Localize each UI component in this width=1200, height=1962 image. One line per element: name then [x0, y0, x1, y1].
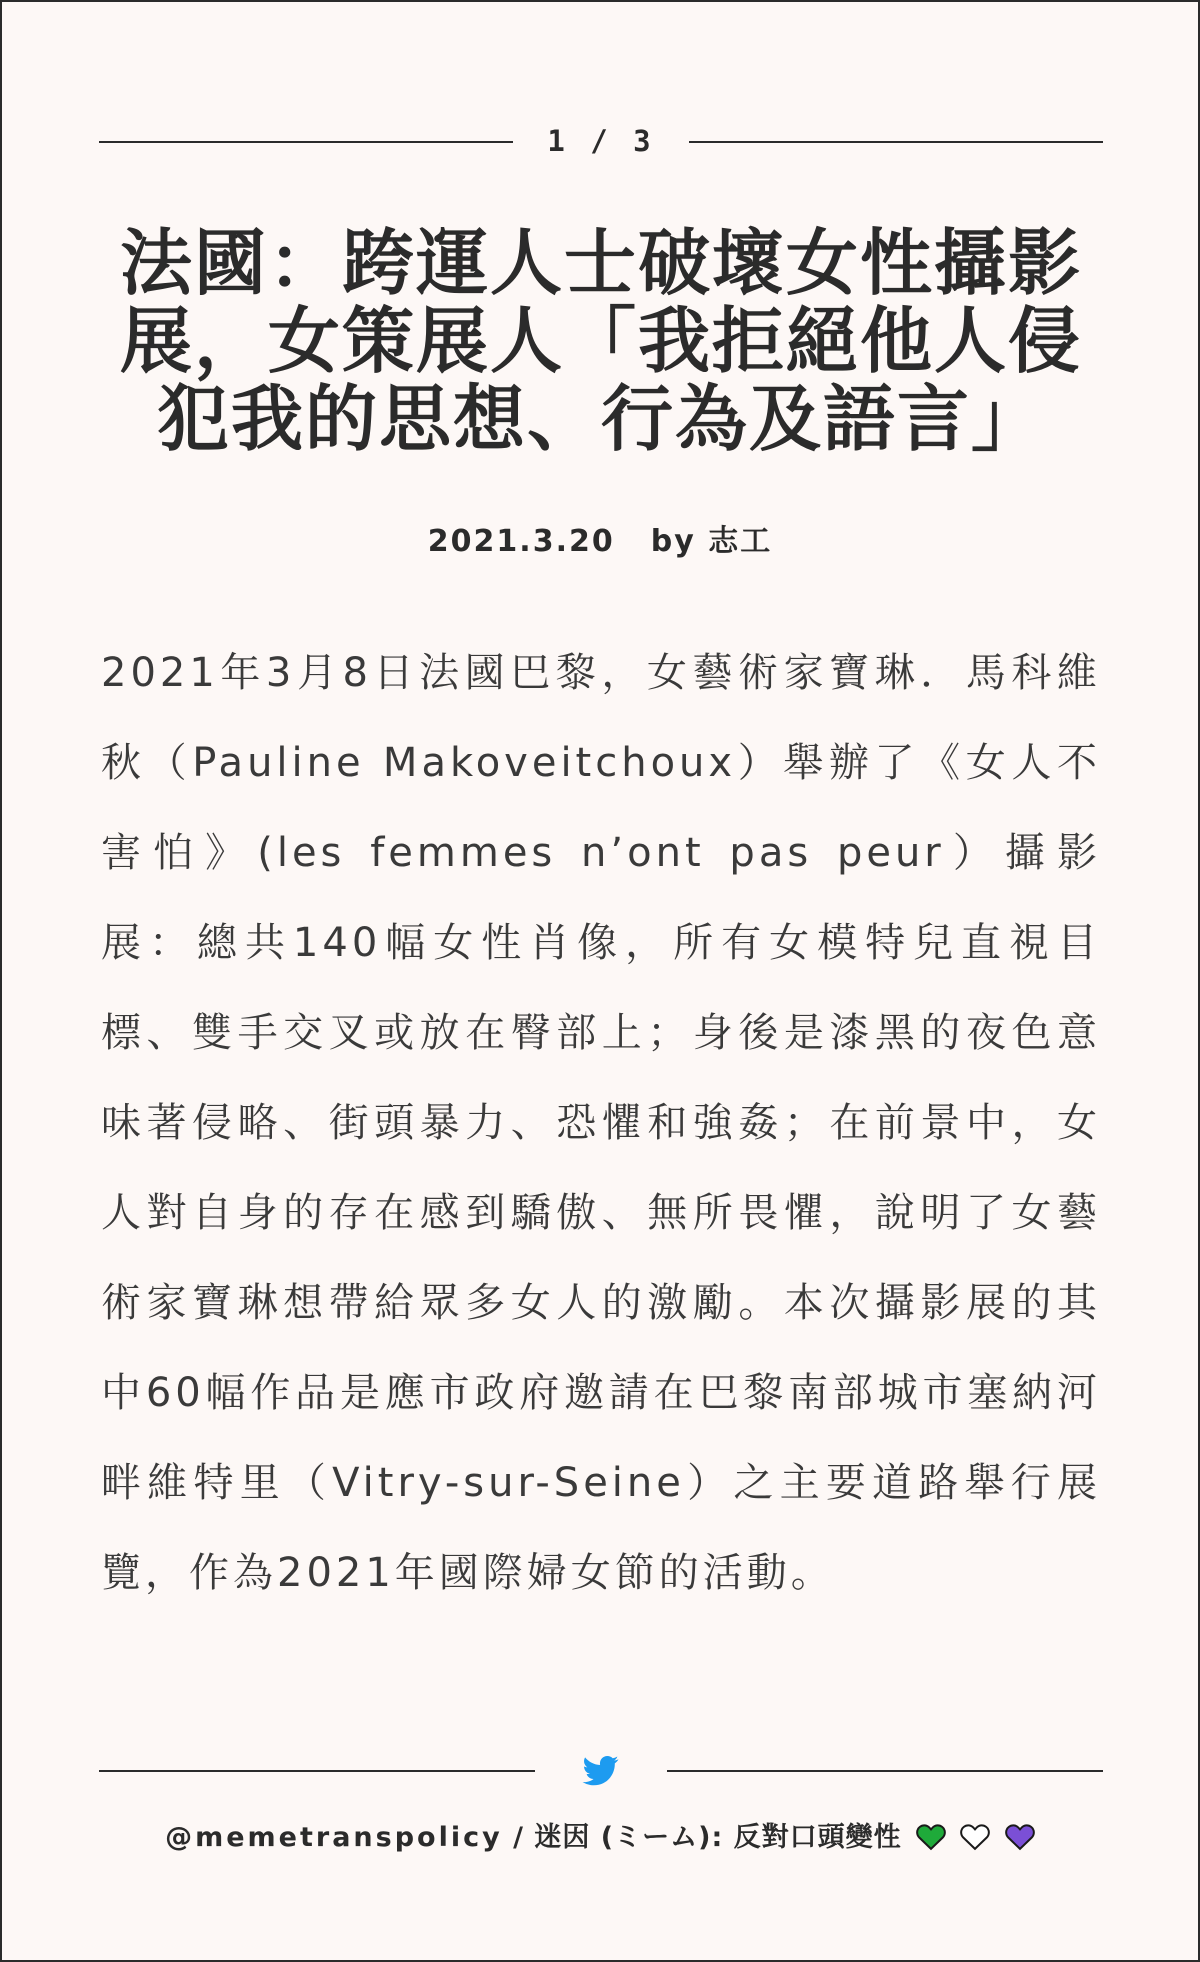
article-body: 2021年3月8日法國巴黎，女藝術家寶琳．馬科維秋（Pauline Makoveitchoux）舉辦了《女人不害怕》(les femmes n’ont pas peur）攝影展：總共140幅女性肖像，所有女模特兒直視目標、雙手交叉或放在臀部上；身後是漆黑的夜色意味著侵略、街頭暴力、恐懼和強姦；在前景中，女人對自身的存在感到驕傲、無所畏懼，說明了女藝術家寶琳想帶給眾多女人的激勵。本次攝影展的其中60幅作品是應市政府邀請在巴黎南部城市塞納河畔維特里（Vitry-sur-Seine）之主要道路舉行展覽，作為2021年國際婦女節的活動。 — [101, 650, 1101, 1596]
white-heart-icon — [960, 1823, 990, 1851]
footer-divider-left — [99, 1770, 535, 1772]
twitter-bird-icon — [582, 1752, 620, 1788]
purple-heart-icon — [1005, 1823, 1035, 1851]
footer-credit — [2, 1816, 1198, 1860]
article-meta — [2, 520, 1198, 564]
green-heart-icon — [916, 1823, 946, 1851]
footer-slogan: / 迷因 (ミーム): 反對口頭變性 — [513, 1822, 902, 1853]
page-indicator: 1 / 3 — [547, 124, 655, 158]
footer-divider — [99, 1750, 1103, 1790]
footer-divider-right — [667, 1770, 1103, 1772]
article-date: 2021.3.20 — [427, 524, 615, 559]
article-title: 法國：跨運人士破壞女性攝影展，女策展人「我拒絕他人侵犯我的思想、行為及語言」 — [119, 221, 1082, 461]
article-byline: by 志工 — [650, 524, 773, 559]
page-header — [99, 121, 1103, 161]
header-divider-right — [689, 141, 1103, 143]
twitter-handle[interactable]: @memetranspolicy — [165, 1822, 503, 1853]
